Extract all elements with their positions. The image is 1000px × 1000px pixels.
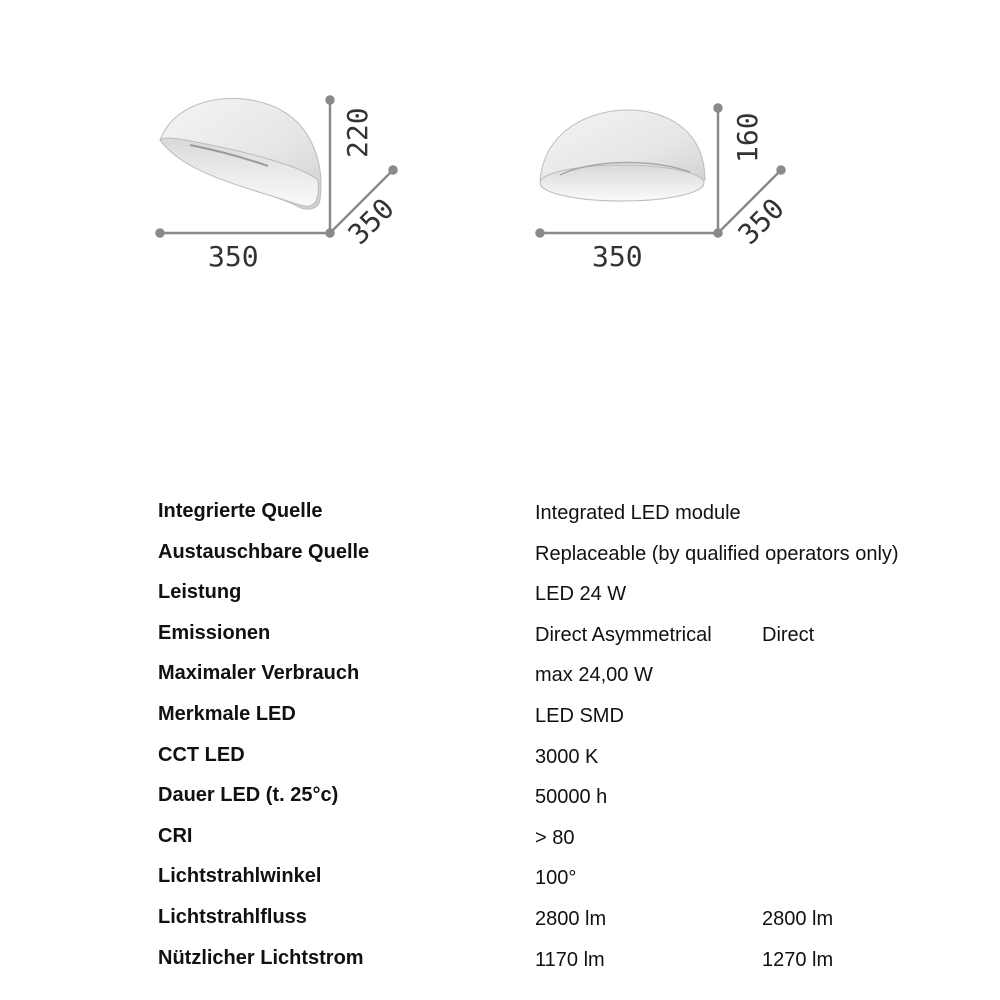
dim-depth-1: 350 [341,191,401,251]
spec-row [158,744,978,785]
spec-table [158,500,978,987]
spec-value: > 80 [535,826,575,849]
spec-label: Dauer LED (t. 25°c) [158,784,339,807]
spec-label: Nützlicher Lichtstrom [158,946,364,969]
spec-label: CRI [158,824,193,847]
spec-row [158,622,978,663]
spec-label: Integrierte Quelle [158,500,323,522]
lamp-direct-drawing [540,110,705,201]
spec-value: 50000 h [535,786,608,809]
dim-height-2: 160 [731,112,764,163]
dimension-drawings [0,0,1000,320]
spec-value-2: 2800 lm [762,907,834,930]
spec-value-2: 1270 lm [762,948,834,971]
spec-row [158,906,978,947]
spec-value: Integrated LED module [535,502,741,524]
dim-width-1: 350 [208,240,259,273]
spec-row [158,703,978,744]
spec-value-2: Direct [762,623,815,646]
spec-label: Austauschbare Quelle [158,540,370,563]
dim-width-2: 350 [592,240,643,273]
spec-row [158,662,978,703]
spec-row [158,947,978,988]
spec-value: 100° [535,867,577,890]
spec-value: LED 24 W [535,583,627,606]
spec-value: 1170 lm [535,948,605,971]
spec-value: Replaceable (by qualified operators only) [535,542,899,565]
spec-label: Emissionen [158,621,271,644]
spec-label: CCT LED [158,743,245,766]
spec-value: 2800 lm [535,907,607,930]
spec-value: 3000 K [535,745,599,768]
spec-value: Direct Asymmetrical [535,623,712,646]
spec-row [158,541,978,582]
dim-depth-2: 350 [731,191,791,251]
spec-label: Maximaler Verbrauch [158,662,360,685]
dim-height-1: 220 [341,107,374,158]
spec-row [158,825,978,866]
spec-row [158,865,978,906]
spec-label: Merkmale LED [158,702,296,725]
spec-label: Leistung [158,581,242,604]
spec-value: max 24,00 W [535,664,653,687]
lamp-asymmetric-drawing [160,98,321,209]
spec-value: LED SMD [535,704,624,727]
spec-row [158,581,978,622]
spec-row [158,784,978,825]
spec-row [158,500,978,541]
spec-label: Lichtstrahlwinkel [158,865,322,888]
spec-label: Lichtstrahlfluss [158,905,307,928]
